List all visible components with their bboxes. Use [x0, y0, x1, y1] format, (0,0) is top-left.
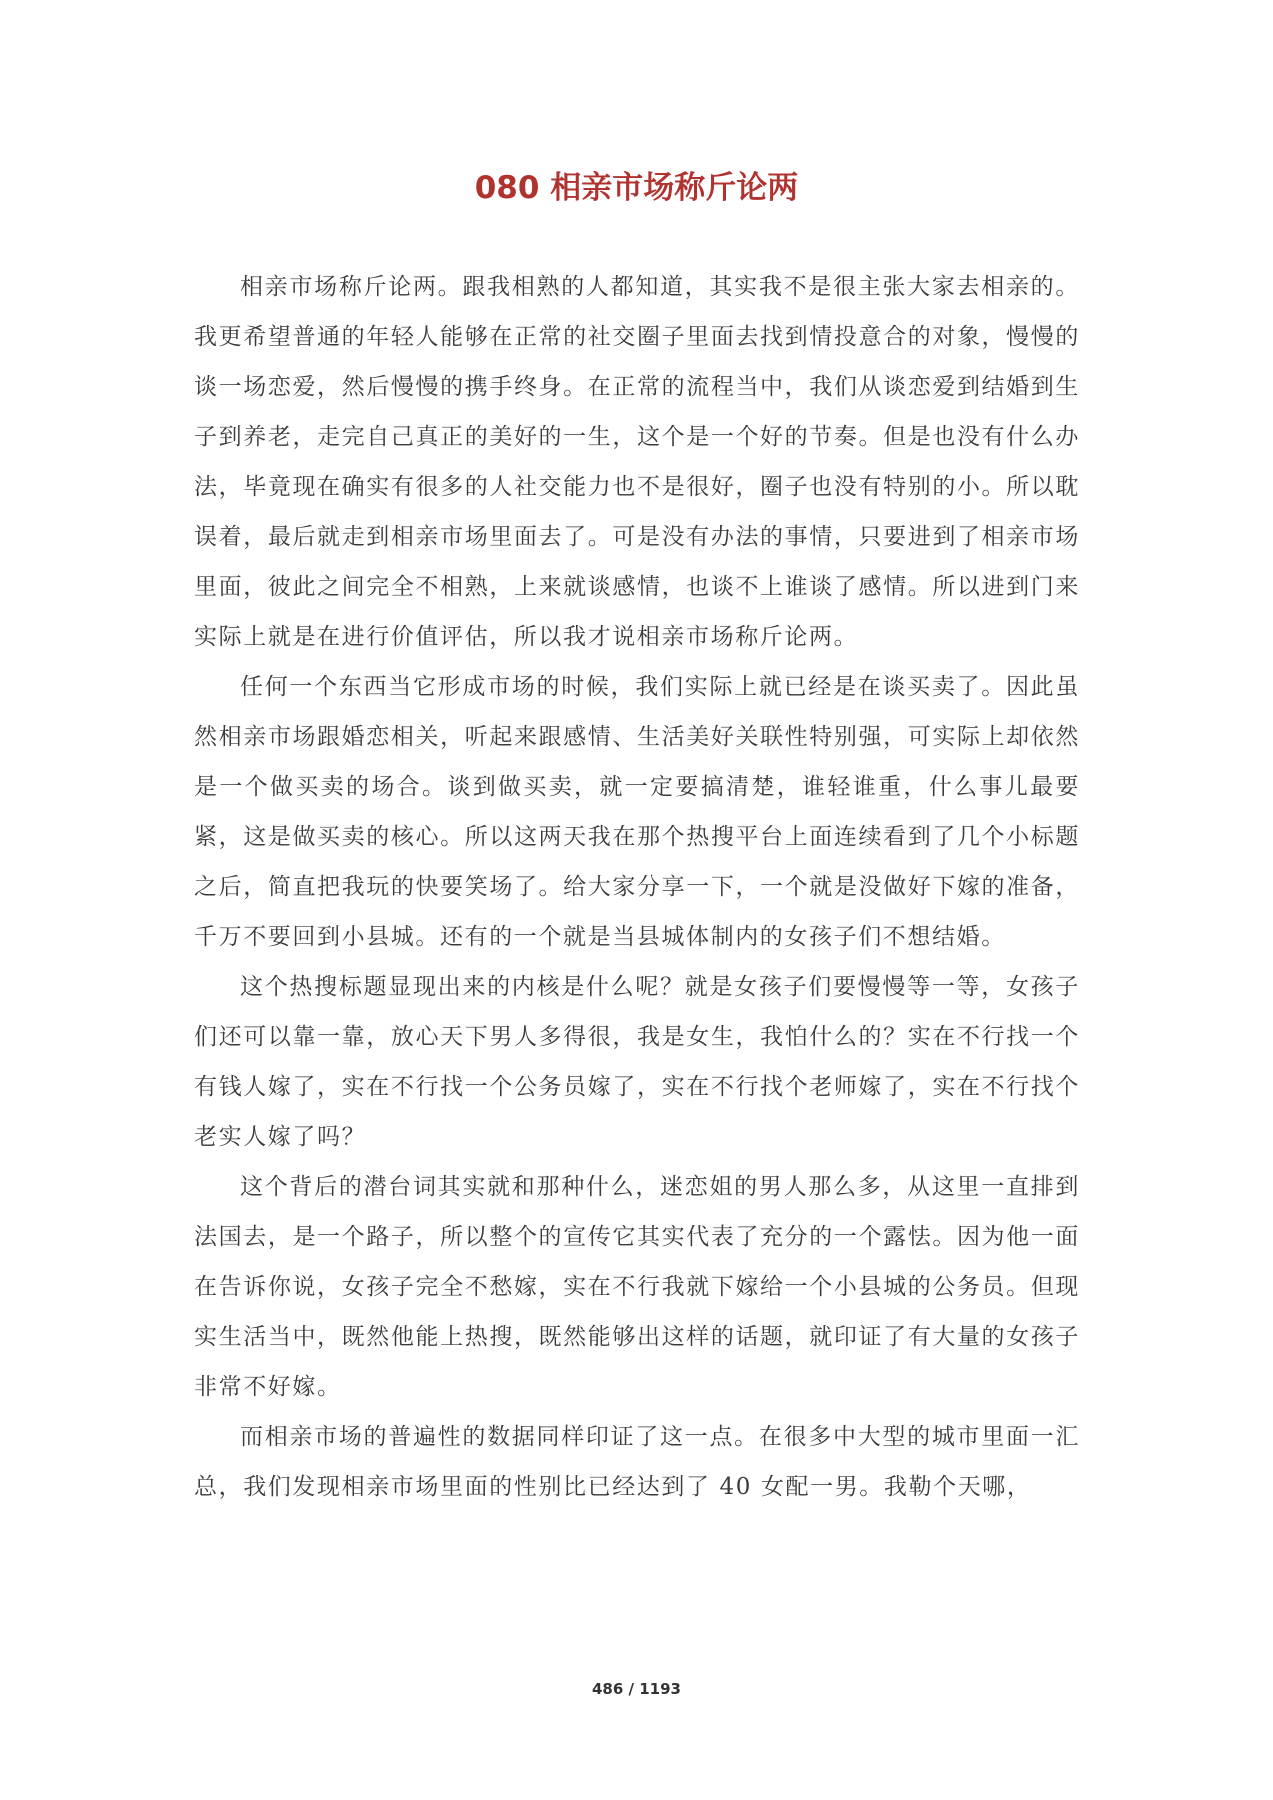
- paragraph-4: 这个背后的潜台词其实就和那种什么，迷恋姐的男人那么多，从这里一直排到法国去，是一个路子，所以整个的宣传它其实代表了充分的一个露怯。因为他一面在告诉你说，女孩子完全不愁嫁，实在不行我就下嫁给一个小县城的公务员。但现实生活当中，既然他能上热搜，既然能够出这样的话题，就印证了有大量的女孩子非常不好嫁。: [194, 1174, 1080, 1400]
- paragraph-2: 任何一个东西当它形成市场的时候，我们实际上就已经是在谈买卖了。因此虽然相亲市场跟婚恋相关，听起来跟感情、生活美好关联性特别强，可实际上却依然是一个做买卖的场合。谈到做买卖，就一定要搞清楚，谁轻谁重，什么事儿最要紧，这是做买卖的核心。所以这两天我在那个热搜平台上面连续看到了几个小标题之后，简直把我玩的快要笑场了。给大家分享一下，一个就是没做好下嫁的准备，千万不要回到小县城。还有的一个就是当县城体制内的女孩子们不想结婚。: [194, 674, 1080, 950]
- body-text: [194, 262, 1080, 1512]
- page-number: 486 / 1193: [592, 1680, 681, 1698]
- paragraph-5: 而相亲市场的普遍性的数据同样印证了这一点。在很多中大型的城市里面一汇总，我们发现相亲市场里面的性别比已经达到了 40 女配一男。我勒个天哪，: [194, 1424, 1080, 1500]
- paragraph-1: 相亲市场称斤论两。跟我相熟的人都知道，其实我不是很主张大家去相亲的。我更希望普通的年轻人能够在正常的社交圈子里面去找到情投意合的对象，慢慢的谈一场恋爱，然后慢慢的携手终身。在正常的流程当中，我们从谈恋爱到结婚到生子到养老，走完自己真正的美好的一生，这个是一个好的节奏。但是也没有什么办法，毕竟现在确实有很多的人社交能力也不是很好，圈子也没有特别的小。所以耽误着，最后就走到相亲市场里面去了。可是没有办法的事情，只要进到了相亲市场里面，彼此之间完全不相熟，上来就谈感情，也谈不上谁谈了感情。所以进到门来实际上就是在进行价值评估，所以我才说相亲市场称斤论两。: [194, 274, 1080, 650]
- page-title: 080 相亲市场称斤论两: [474, 170, 799, 206]
- paragraph-3: 这个热搜标题显现出来的内核是什么呢？就是女孩子们要慢慢等一等，女孩子们还可以靠一靠，放心天下男人多得很，我是女生，我怕什么的？实在不行找一个有钱人嫁了，实在不行找一个公务员嫁了，实在不行找个老师嫁了，实在不行找个老实人嫁了吗？: [194, 974, 1080, 1150]
